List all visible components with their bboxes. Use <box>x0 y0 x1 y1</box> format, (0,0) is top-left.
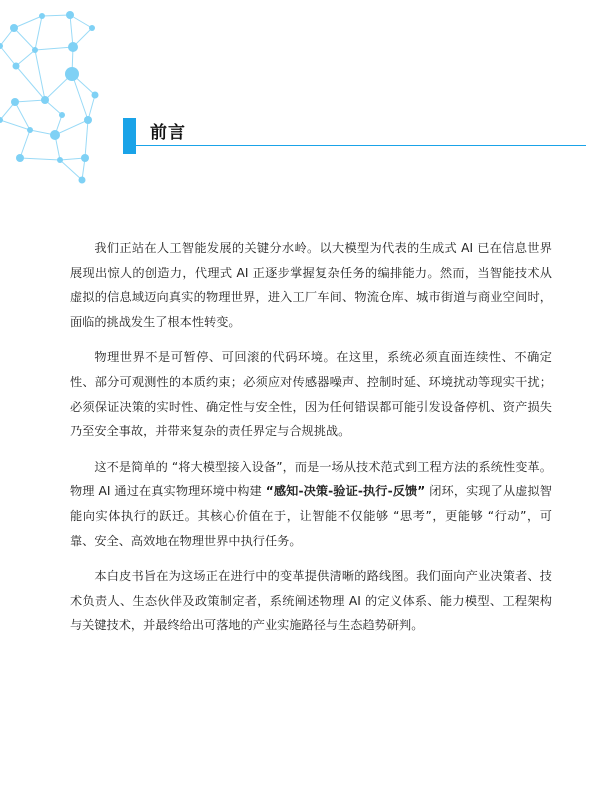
preface-body <box>70 236 552 649</box>
heading-divider <box>136 145 586 146</box>
network-graph-icon <box>0 0 110 190</box>
paragraph-1: 我们正站在人工智能发展的关键分水岭。以大模型为代表的生成式 AI 已在信息世界展现出惊人的创造力，代理式 AI 正逐步掌握复杂任务的编排能力。然而，当智能技术从虚拟的信息域迈向真实的物理世界，进入工厂车间、物流仓库、城市街道与商业空间时，面临的挑战发生了根本性转变。 <box>70 241 552 329</box>
heading-accent-bar <box>123 118 136 154</box>
paragraph-2: 物理世界不是可暂停、可回滚的代码环境。在这里，系统必须直面连续性、不确定性、部分可观测性的本质约束；必须应对传感器噪声、控制时延、环境扰动等现实干扰；必须保证决策的实时性、确定性与安全性，因为任何错误都可能引发设备停机、资产损失乃至安全事故，并带来复杂的责任界定与合规挑战。 <box>70 350 552 439</box>
paragraph-3-emphasis: “感知-决策-验证-执行-反馈” <box>265 484 426 499</box>
paragraph-3-text-before: 这不是简单的 “将大模型接入设备”，而是一场从技术范式到工程方法的系统性变革。物理 AI 通过在真实物理环境中构建 <box>70 459 552 499</box>
paragraph-4: 本白皮书旨在为这场正在进行中的变革提供清晰的路线图。我们面向产业决策者、技术负责人、生态伙伴及政策制定者，系统阐述物理 AI 的定义体系、能力模型、工程架构与关键技术，并最终给出可落地的产业实施路径与生态趋势研判。 <box>70 569 552 633</box>
paragraph-3-text-after: 闭环，实现了从虚拟智能向实体执行的跃迁。其核心价值在于，让智能不仅能够 “思考”，更能够 “行动”，可靠、安全、高效地在物理世界中执行任务。 <box>70 484 552 548</box>
paragraph-3 <box>70 455 552 553</box>
page-title: 前言 <box>150 123 186 143</box>
